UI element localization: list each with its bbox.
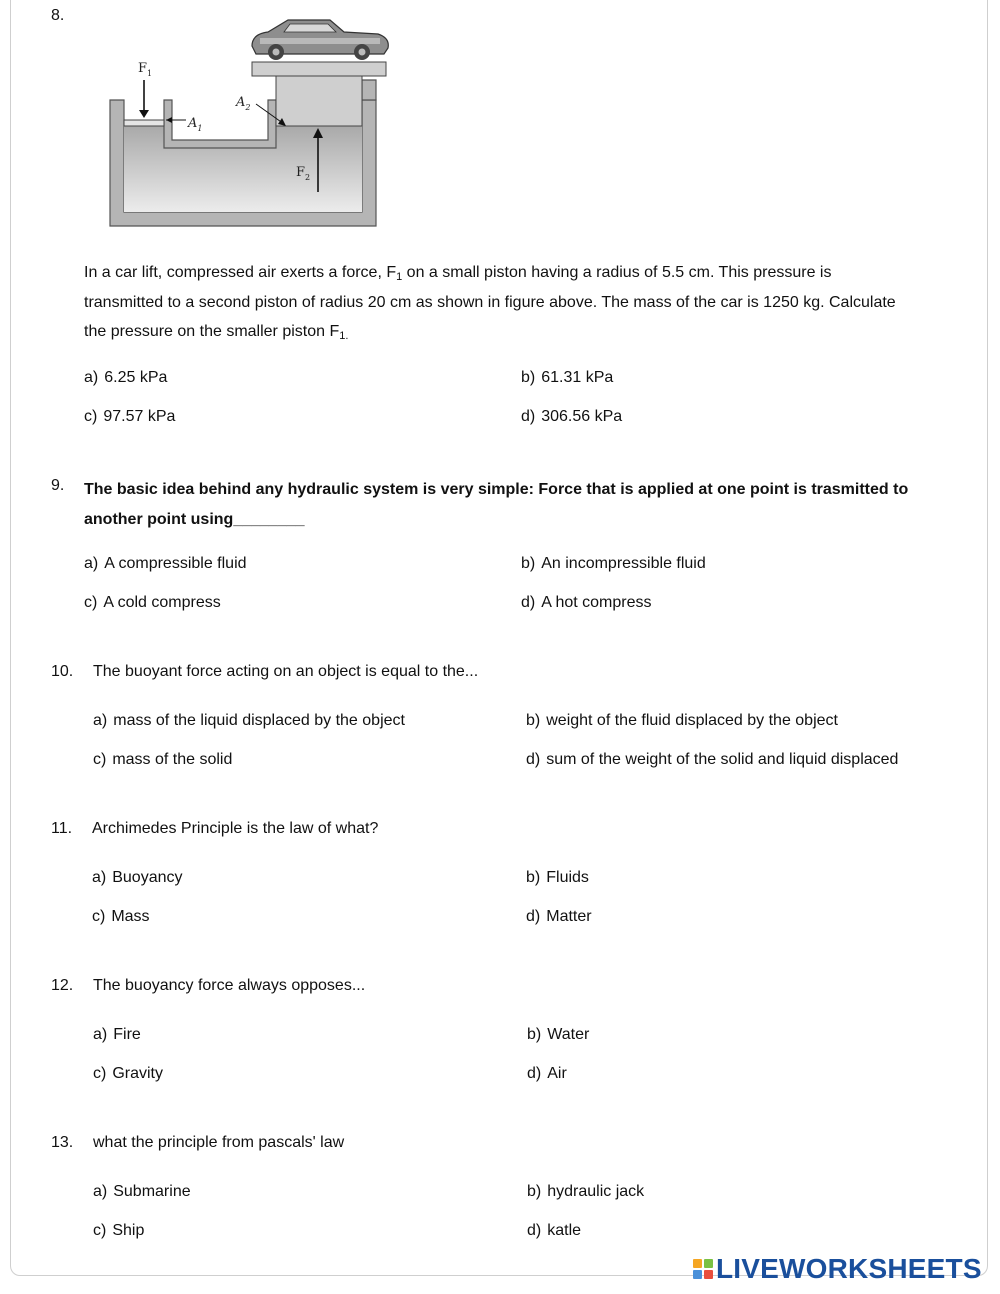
option-a[interactable]: a) mass of the liquid displaced by the object (93, 712, 405, 729)
fluid (124, 126, 362, 212)
option-b[interactable]: b) Fluids (526, 869, 589, 886)
question-number: 10. (51, 663, 74, 680)
logo-text: LIVEWORKSHEETS (716, 1253, 982, 1284)
hydraulic-lift-figure (100, 8, 400, 233)
a1-label: A (188, 116, 198, 131)
large-piston (276, 76, 362, 126)
question-number: 9. (51, 477, 65, 494)
option-b[interactable]: b) hydraulic jack (527, 1183, 645, 1200)
logo-tile (704, 1270, 713, 1279)
liveworksheets-logo[interactable] (693, 1254, 982, 1284)
small-piston (124, 120, 164, 126)
logo-tiles-icon (693, 1259, 713, 1279)
option-a[interactable]: a) Submarine (93, 1183, 191, 1200)
question-text: The buoyant force acting on an object is equal to the... (93, 663, 479, 680)
option-d[interactable]: d) A hot compress (521, 594, 652, 611)
option-c[interactable]: c) A cold compress (84, 594, 221, 611)
option-b[interactable]: b) weight of the fluid displaced by the object (526, 712, 838, 729)
question-text: what the principle from pascals' law (93, 1134, 345, 1151)
option-c[interactable]: c) 97.57 kPa (84, 408, 176, 425)
option-c[interactable]: c) Mass (92, 908, 150, 925)
question-text: The buoyancy force always opposes... (93, 977, 366, 994)
f1-label: F (138, 61, 148, 76)
option-b[interactable]: b) Water (527, 1026, 590, 1043)
a2-label: A (236, 95, 246, 110)
option-b[interactable]: b) An incompressible fluid (521, 555, 706, 572)
svg-text:A2: $A_2$ (236, 95, 251, 112)
question-number: 13. (51, 1134, 74, 1151)
option-c[interactable]: c) Ship (93, 1222, 145, 1239)
question-text: Archimedes Principle is the law of what? (92, 820, 379, 837)
option-a[interactable]: a) 6.25 kPa (84, 369, 168, 386)
question-text: In a car lift, compressed air exerts a force, $F_1$ on a small piston having a radius of 5.5 cm. This pressure is transmitted to a second piston of radius 20 cm as shown in figure above. The mass of the car is 1250 kg. Calculate the pressure on the smaller piston $F_{1.}$ (84, 264, 896, 342)
option-a[interactable]: a) Buoyancy (92, 869, 183, 886)
lift-platform (252, 62, 386, 76)
option-c[interactable]: c) Gravity (93, 1065, 163, 1082)
f1-arrow (139, 110, 149, 118)
channel-wall (164, 100, 276, 148)
option-a[interactable]: a) Fire (93, 1026, 141, 1043)
f2-label: F (296, 165, 306, 180)
option-d[interactable]: d) katle (527, 1222, 582, 1239)
option-c[interactable]: c) mass of the solid (93, 751, 233, 768)
logo-tile (704, 1259, 713, 1268)
question-number: 11. (51, 820, 73, 837)
question-number: 12. (51, 977, 74, 994)
option-d[interactable]: d) Matter (526, 908, 592, 925)
svg-text:A1: $A_1$ (188, 116, 203, 133)
option-d[interactable]: d) 306.56 kPa (521, 408, 623, 425)
logo-tile (693, 1259, 702, 1268)
svg-text:F2: $F_2$ (296, 165, 311, 182)
option-d[interactable]: d) Air (527, 1065, 567, 1082)
svg-text:F1: $F_1$ (138, 61, 153, 78)
question-text: The basic idea behind any hydraulic system is very simple: Force that is applied at one point is trasmitted to another point using________ (84, 481, 909, 528)
option-a[interactable]: a) A compressible fluid (84, 555, 247, 572)
option-b[interactable]: b) 61.31 kPa (521, 369, 614, 386)
car-icon (252, 20, 388, 60)
logo-tile (693, 1270, 702, 1279)
question-number: 8. (51, 7, 65, 24)
option-d[interactable]: d) sum of the weight of the solid and liquid displaced (526, 751, 899, 768)
